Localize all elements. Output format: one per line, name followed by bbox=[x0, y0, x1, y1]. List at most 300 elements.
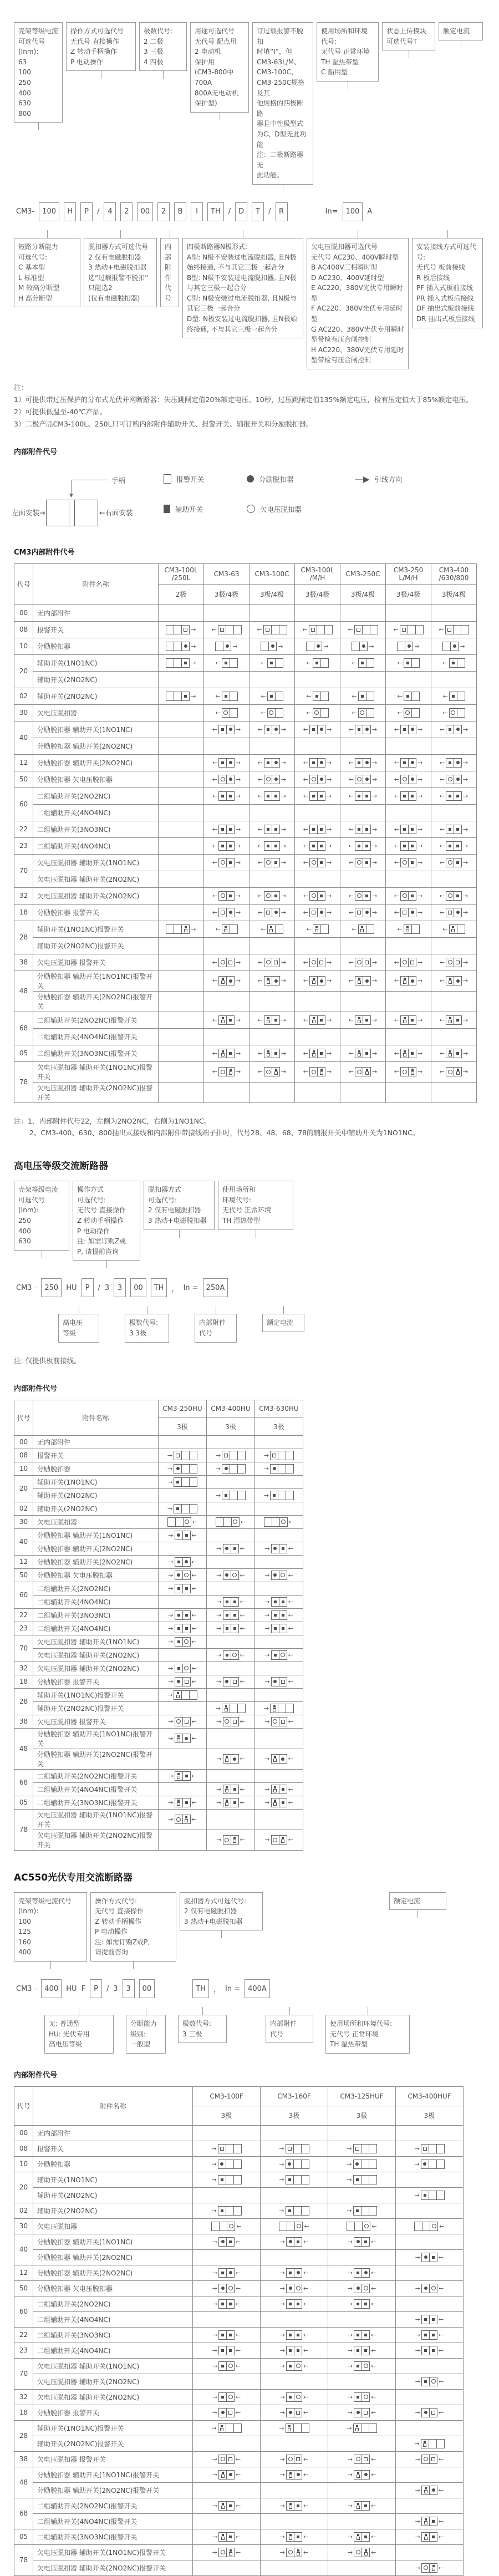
lead-direction-arrow: ← bbox=[288, 1755, 293, 1762]
accessory-slot bbox=[175, 1571, 182, 1579]
accessory-slot bbox=[429, 2315, 437, 2324]
accessory-diagram-cell bbox=[295, 921, 340, 937]
lead-direction-arrow: → bbox=[211, 2176, 217, 2183]
accessory-slot bbox=[231, 1798, 238, 1807]
accessory-diagram-cell bbox=[159, 954, 204, 971]
accessory-slot bbox=[181, 1451, 189, 1460]
internal-accessory-code-box bbox=[266, 2015, 313, 2043]
lead-direction-arrow: → bbox=[279, 2269, 285, 2277]
alarm-switch-symbol bbox=[185, 1680, 189, 1684]
model-column-header: CM3-63 bbox=[204, 563, 249, 584]
accessory-diagram bbox=[348, 2408, 376, 2417]
accessory-name-cell: 欠电压脱扣器 辅助开关(2NO2NC)报警开关 bbox=[33, 2560, 193, 2575]
accessory-diagram bbox=[349, 958, 377, 967]
accessory-diagram-cell bbox=[207, 1830, 255, 1850]
aux-alarm-stack-symbol bbox=[176, 1692, 180, 1698]
rated-current-box bbox=[262, 1314, 304, 1332]
accessory-diagram-cell bbox=[328, 2529, 396, 2544]
aux-switch-symbol bbox=[221, 761, 224, 764]
accessory-slot bbox=[429, 2564, 437, 2572]
accessory-slot bbox=[411, 709, 419, 717]
accessory-diagram-cell bbox=[386, 921, 431, 937]
lead-direction-arrow: → bbox=[347, 2269, 353, 2277]
lead-direction-arrow: ← bbox=[288, 1624, 293, 1632]
model-code-box: 00 bbox=[137, 202, 153, 221]
name-column-header: 附件名称 bbox=[33, 563, 159, 604]
model-column-header: CM3-100L /250L bbox=[159, 563, 204, 584]
accessory-diagram-cell bbox=[431, 787, 477, 804]
accessory-box bbox=[175, 1584, 191, 1593]
accessory-diagram-cell bbox=[295, 971, 340, 991]
accessory-diagram-cell bbox=[249, 638, 295, 654]
accessory-slot bbox=[362, 2222, 370, 2230]
accessory-code-cell: 22 bbox=[14, 1608, 33, 1622]
accessory-diagram-cell bbox=[159, 1028, 204, 1045]
accessory-diagram-cell bbox=[396, 2420, 464, 2436]
accessory-slot bbox=[286, 1491, 293, 1500]
accessory-diagram bbox=[280, 2548, 308, 2557]
lead-direction-arrow: ← bbox=[215, 692, 221, 700]
lead-direction-arrow: ← bbox=[348, 825, 354, 833]
accessory-slot bbox=[226, 626, 233, 634]
accessory-slot bbox=[226, 958, 234, 967]
alarm-switch-symbol bbox=[272, 1454, 276, 1457]
shunt-release-symbol bbox=[221, 2411, 225, 2414]
lead-direction-arrow: ← bbox=[394, 792, 399, 800]
table-row bbox=[14, 2172, 464, 2187]
accessory-diagram bbox=[415, 2377, 444, 2386]
box-line: R 板后接线 bbox=[416, 273, 450, 282]
accessory-slot bbox=[422, 2455, 429, 2463]
box-line: 可选代号: bbox=[148, 1196, 177, 1204]
lead-direction-arrow: ← bbox=[439, 2222, 445, 2230]
alarm-switch-symbol bbox=[403, 911, 406, 914]
accessory-slot bbox=[287, 2222, 294, 2230]
undervoltage-release-symbol bbox=[281, 1520, 286, 1524]
accessory-diagram-cell bbox=[193, 2218, 261, 2234]
box-line: 内部附件 bbox=[270, 2020, 297, 2028]
accessory-box bbox=[271, 1624, 287, 1633]
accessory-box bbox=[286, 2532, 302, 2542]
shunt-release-symbol bbox=[365, 728, 369, 731]
accessory-slot bbox=[233, 2160, 241, 2168]
accessory-diagram bbox=[415, 2517, 444, 2526]
box-line: 3 三极 bbox=[182, 2030, 202, 2038]
lead-direction-arrow: ← bbox=[303, 2455, 309, 2463]
lead-direction-arrow: ← bbox=[306, 692, 312, 700]
table-row bbox=[14, 1595, 303, 1608]
accessory-name-cell: 分励脱扣器 欠电压脱扣器 bbox=[33, 771, 159, 787]
lead-direction-arrow: → bbox=[327, 1049, 332, 1057]
accessory-box bbox=[270, 1491, 294, 1500]
alarm-switch-symbol bbox=[312, 1020, 315, 1023]
accessory-slot bbox=[363, 725, 370, 734]
accessory-box bbox=[166, 658, 190, 668]
accessory-diagram bbox=[257, 625, 287, 634]
aux-switch-symbol bbox=[233, 1614, 236, 1617]
accessory-table bbox=[14, 1400, 303, 1851]
accessory-slot bbox=[317, 792, 325, 800]
accessory-diagram bbox=[166, 625, 196, 634]
accessory-diagram-cell bbox=[386, 871, 431, 887]
table-row bbox=[14, 2203, 464, 2218]
accessory-diagram-cell bbox=[159, 738, 204, 754]
aux-switch-symbol bbox=[185, 1775, 188, 1777]
accessory-slot bbox=[314, 642, 322, 651]
accessory-slot bbox=[223, 1755, 231, 1763]
box-wrap bbox=[262, 1306, 304, 1332]
lead-direction-arrow: ← bbox=[371, 2502, 376, 2509]
table-row bbox=[14, 2280, 464, 2296]
aux-alarm-stack-symbol bbox=[225, 1705, 228, 1711]
accessory-box bbox=[309, 825, 325, 834]
accessory-diagram-cell bbox=[255, 1749, 303, 1769]
table-row bbox=[14, 638, 477, 654]
accessory-diagram-cell bbox=[207, 1435, 255, 1449]
aux-switch-symbol bbox=[229, 1052, 232, 1055]
accessory-box bbox=[355, 908, 371, 917]
accessory-slot bbox=[310, 842, 317, 850]
undervoltage-release-symbol bbox=[266, 777, 271, 781]
accessory-diagram-cell bbox=[328, 2405, 396, 2420]
accessory-diagram-cell bbox=[328, 2513, 396, 2529]
box-line: 250 bbox=[18, 1217, 31, 1225]
accessory-box bbox=[218, 2408, 235, 2417]
accessory-box bbox=[449, 658, 465, 668]
lead-direction-arrow: → bbox=[327, 977, 332, 985]
accessory-diagram-cell bbox=[386, 771, 431, 787]
model-code-token: / bbox=[97, 207, 100, 216]
aux-switch-symbol bbox=[357, 2472, 359, 2474]
accessory-box bbox=[218, 791, 235, 801]
accessory-diagram-cell bbox=[204, 854, 249, 871]
accessory-code-cell: 38 bbox=[14, 1715, 33, 1728]
accessory-slot bbox=[264, 792, 272, 800]
connector-stub bbox=[120, 230, 121, 238]
lead-direction-arrow: ← bbox=[257, 958, 263, 966]
handle-label: 手柄 bbox=[111, 476, 126, 485]
table-row bbox=[14, 771, 477, 787]
accessory-diagram-cell bbox=[159, 604, 204, 621]
table-row bbox=[14, 2311, 464, 2327]
accessory-diagram bbox=[306, 692, 328, 701]
accessory-slot bbox=[287, 2533, 294, 2541]
accessory-slot bbox=[294, 2393, 302, 2401]
accessory-diagram-cell bbox=[328, 2544, 396, 2560]
aux-switch-symbol bbox=[221, 845, 224, 847]
accessory-diagram-cell bbox=[249, 937, 295, 954]
accessory-box bbox=[353, 2206, 377, 2216]
accessory-box bbox=[174, 1451, 197, 1460]
aux-alarm-stack-symbol bbox=[288, 2425, 291, 2431]
accessory-name-cell: 二组辅助开关(3NO3NC)报警开关 bbox=[33, 1045, 159, 1061]
accessory-box bbox=[166, 692, 190, 701]
accessory-diagram bbox=[264, 1835, 293, 1845]
alarm-switch-symbol bbox=[403, 1020, 406, 1023]
alarm-switch-symbol bbox=[185, 1720, 189, 1724]
model-code-box: P bbox=[90, 1979, 102, 1998]
lead-direction-arrow: → bbox=[417, 775, 423, 783]
lead-direction-arrow: → bbox=[460, 642, 465, 650]
poles-column-header: 3极 bbox=[255, 1417, 303, 1435]
accessory-slot bbox=[272, 725, 279, 734]
accessory-slot bbox=[422, 2253, 429, 2262]
accessory-diagram-cell bbox=[386, 621, 431, 638]
accessory-diagram-cell bbox=[193, 2296, 261, 2311]
accessory-diagram-cell bbox=[386, 854, 431, 871]
lead-direction-arrow: ← bbox=[257, 775, 263, 783]
accessory-box bbox=[354, 2284, 370, 2293]
accessory-box bbox=[175, 1771, 191, 1781]
accessory-diagram-cell bbox=[431, 638, 477, 654]
lead-direction-arrow: → bbox=[463, 958, 469, 966]
lead-direction-arrow: → bbox=[279, 2346, 285, 2354]
accessory-diagram-cell bbox=[249, 771, 295, 787]
aux-switch-symbol bbox=[297, 2303, 299, 2305]
aux-switch-symbol bbox=[403, 828, 406, 831]
accessory-slot bbox=[227, 2222, 235, 2230]
accessory-box bbox=[355, 958, 371, 967]
lead-direction-arrow: → bbox=[327, 908, 332, 916]
aux-switch-symbol bbox=[357, 2272, 359, 2274]
accessory-slot bbox=[279, 1798, 287, 1807]
lead-direction-arrow: ← bbox=[303, 2502, 309, 2509]
shunt-release-symbol bbox=[456, 761, 460, 764]
accessory-slot bbox=[230, 1451, 237, 1460]
aux-switch-symbol bbox=[432, 2520, 435, 2523]
connector-stub bbox=[447, 230, 448, 238]
accessory-slot bbox=[237, 1465, 245, 1473]
lead-direction-arrow: → bbox=[463, 725, 469, 733]
lead-direction-arrow: → bbox=[215, 1491, 221, 1499]
accessory-diagram-cell bbox=[255, 1715, 303, 1728]
accessory-diagram-cell bbox=[204, 654, 249, 671]
accessory-box bbox=[309, 1015, 325, 1025]
lead-direction-arrow: ← bbox=[394, 725, 399, 733]
accessory-slot bbox=[457, 925, 465, 933]
accessory-diagram-cell bbox=[261, 2296, 328, 2311]
aux-switch-symbol bbox=[185, 1614, 188, 1617]
accessory-diagram bbox=[216, 1650, 245, 1660]
lead-direction-arrow: ← bbox=[236, 2533, 241, 2541]
accessory-box bbox=[223, 1785, 239, 1794]
accessory-slot bbox=[279, 1678, 287, 1686]
code-column-header: 代号 bbox=[14, 563, 33, 604]
model-code-box: 2 bbox=[157, 202, 170, 221]
accessory-diagram-cell bbox=[204, 871, 249, 887]
aux-switch-symbol bbox=[233, 1801, 236, 1804]
accessory-diagram-cell bbox=[386, 671, 431, 688]
accessory-code-cell: 02 bbox=[14, 1502, 33, 1515]
accessory-slot bbox=[317, 958, 325, 967]
accessory-diagram-cell bbox=[431, 738, 477, 754]
accessory-slot bbox=[369, 2176, 376, 2184]
aux-switch-symbol bbox=[229, 2504, 232, 2507]
aux-switch-symbol bbox=[365, 845, 368, 847]
accessory-diagram-cell bbox=[249, 921, 295, 937]
accessory-diagram bbox=[442, 708, 465, 718]
table-row bbox=[14, 2544, 464, 2560]
accessory-slot bbox=[278, 1491, 286, 1500]
accessory-box bbox=[223, 1624, 239, 1633]
accessory-slot bbox=[237, 1491, 245, 1500]
accessory-code-cell: 78 bbox=[14, 1809, 33, 1850]
accessory-slot bbox=[264, 759, 272, 767]
accessory-diagram-cell bbox=[396, 2498, 464, 2513]
poles-column-header: 2极 bbox=[159, 584, 204, 604]
accessory-diagram bbox=[303, 725, 332, 734]
box-wrap bbox=[252, 22, 313, 192]
aux-switch-symbol bbox=[456, 1052, 459, 1055]
box-line: 级别: bbox=[130, 2030, 146, 2038]
aux-switch-symbol bbox=[229, 895, 232, 897]
accessory-diagram-cell bbox=[255, 1782, 303, 1796]
table-row bbox=[14, 837, 477, 854]
legend-item bbox=[164, 504, 247, 514]
accessory-diagram-cell bbox=[204, 621, 249, 638]
accessory-diagram bbox=[258, 725, 286, 734]
accessory-slot bbox=[317, 825, 325, 834]
accessory-diagram bbox=[212, 858, 241, 867]
accessory-slot bbox=[223, 1598, 231, 1606]
lead-direction-arrow: → bbox=[167, 1451, 173, 1459]
accessory-diagram bbox=[280, 2361, 308, 2371]
accessory-box bbox=[449, 692, 465, 701]
alarm-switch-symbol bbox=[281, 1680, 285, 1684]
poles-column-header: 3极/4极 bbox=[295, 584, 340, 604]
accessory-name-cell: 辅助开关(1NO1NC)报警开关 bbox=[33, 1688, 159, 1701]
model-code-box: 400 bbox=[41, 1979, 62, 1998]
accessory-box bbox=[175, 1798, 191, 1807]
accessory-diagram bbox=[349, 891, 377, 901]
accessory-diagram-cell bbox=[396, 2529, 464, 2544]
table-row bbox=[14, 2343, 464, 2358]
lead-direction-arrow: ← bbox=[394, 892, 399, 900]
accessory-box bbox=[286, 2455, 302, 2464]
accessory-slot bbox=[271, 1704, 278, 1713]
accessory-box bbox=[264, 908, 280, 917]
accessory-slot bbox=[226, 2207, 233, 2215]
accessory-box bbox=[354, 2470, 370, 2480]
accessory-diagram bbox=[348, 2548, 376, 2557]
connector-stub bbox=[289, 2007, 290, 2015]
accessory-diagram-cell bbox=[207, 1555, 255, 1568]
lead-direction-arrow: → bbox=[279, 2424, 284, 2432]
lead-direction-arrow: → bbox=[211, 2145, 217, 2152]
shunt-release-symbol bbox=[225, 1467, 228, 1470]
accessory-box bbox=[271, 1754, 287, 1764]
accessory-box bbox=[446, 1067, 462, 1076]
lead-direction-arrow: → bbox=[168, 1584, 174, 1592]
lead-direction-arrow: ← bbox=[212, 792, 217, 800]
accessory-diagram-cell bbox=[396, 2234, 464, 2249]
lead-direction-arrow: → bbox=[212, 2409, 217, 2416]
accessory-diagram-cell bbox=[340, 1061, 386, 1082]
accessory-diagram bbox=[280, 2237, 308, 2247]
accessory-name-cell: 二组辅助开关(3NO3NC)报警开关 bbox=[33, 2529, 193, 2544]
accessory-diagram bbox=[212, 2346, 241, 2355]
accessory-slot bbox=[219, 842, 226, 850]
accessory-slot bbox=[174, 626, 181, 634]
accessory-diagram bbox=[211, 625, 241, 634]
undervoltage-release-symbol bbox=[221, 960, 225, 964]
lead-direction-arrow: ← bbox=[303, 775, 308, 783]
accessory-diagram bbox=[394, 1067, 422, 1076]
table1-notes bbox=[14, 1115, 485, 1140]
connector-stub bbox=[133, 1962, 134, 1969]
alarm-switch-symbol bbox=[221, 2475, 225, 2478]
accessory-slot bbox=[355, 892, 363, 900]
accessory-diagram-cell bbox=[396, 2218, 464, 2234]
accessory-diagram-cell bbox=[340, 854, 386, 871]
poles-column-header: 3极/4极 bbox=[204, 584, 249, 604]
accessory-slot bbox=[272, 1571, 279, 1579]
shunt-release-symbol bbox=[365, 911, 369, 914]
accessory-code-cell: 40 bbox=[14, 2234, 33, 2265]
accessory-slot bbox=[363, 842, 370, 850]
box-wrap bbox=[180, 1892, 263, 1939]
lead-direction-arrow: ← bbox=[257, 626, 262, 633]
accessory-diagram bbox=[216, 1677, 245, 1686]
accessory-slot bbox=[272, 1016, 279, 1024]
aux-switch-symbol bbox=[357, 2303, 359, 2305]
accessory-table bbox=[14, 2086, 464, 2576]
accessory-diagram bbox=[302, 625, 332, 634]
accessory-box bbox=[404, 692, 420, 701]
accessory-slot bbox=[293, 2424, 301, 2432]
box-wrap bbox=[14, 1181, 69, 1258]
lead-direction-arrow: → bbox=[279, 2300, 285, 2308]
box-line: 无代号 AC230、400V瞬时型 bbox=[311, 253, 399, 261]
aux-switch-symbol bbox=[221, 2303, 224, 2305]
accessory-name-cell: 报警开关 bbox=[33, 621, 159, 638]
accessory-diagram-cell bbox=[204, 671, 249, 688]
aux-switch-symbol bbox=[312, 828, 315, 831]
accessory-diagram bbox=[215, 642, 237, 651]
accessory-box bbox=[222, 658, 238, 668]
accessory-diagram-cell bbox=[193, 2374, 261, 2389]
accessory-slot bbox=[404, 659, 411, 667]
accessory-diagram-cell bbox=[249, 1082, 295, 1102]
undervoltage-release-symbol bbox=[364, 2286, 368, 2290]
accessory-diagram-cell bbox=[295, 804, 340, 821]
accessory-box bbox=[218, 725, 235, 734]
box-line: (CM3-800中700A bbox=[195, 68, 234, 87]
accessory-box bbox=[267, 708, 283, 718]
box-line: 此功能。 bbox=[257, 171, 284, 180]
accessory-box bbox=[309, 908, 325, 917]
aux-switch-symbol bbox=[267, 828, 269, 831]
accessory-slot bbox=[226, 725, 234, 734]
accessory-slot bbox=[361, 2548, 369, 2557]
table3-heading: 内部附件代号 bbox=[14, 2071, 58, 2080]
accessory-diagram bbox=[414, 2160, 444, 2169]
accessory-box bbox=[218, 2392, 235, 2402]
undervoltage-release-symbol bbox=[403, 777, 407, 781]
aux-switch-symbol bbox=[357, 2503, 359, 2505]
lead-direction-arrow: → bbox=[279, 2331, 285, 2339]
accessory-slot bbox=[237, 1451, 245, 1460]
table-row bbox=[14, 1715, 303, 1728]
accessory-slot bbox=[363, 825, 370, 834]
table-row bbox=[14, 2405, 464, 2420]
accessory-slot bbox=[301, 2424, 309, 2432]
aux-switch-symbol bbox=[404, 1017, 406, 1019]
accessory-name-cell: 二组辅助开关(2NO2NC)报警开关 bbox=[33, 2498, 193, 2513]
accessory-diagram-cell bbox=[249, 654, 295, 671]
accessory-diagram-cell bbox=[249, 854, 295, 871]
accessory-slot bbox=[168, 1518, 175, 1526]
